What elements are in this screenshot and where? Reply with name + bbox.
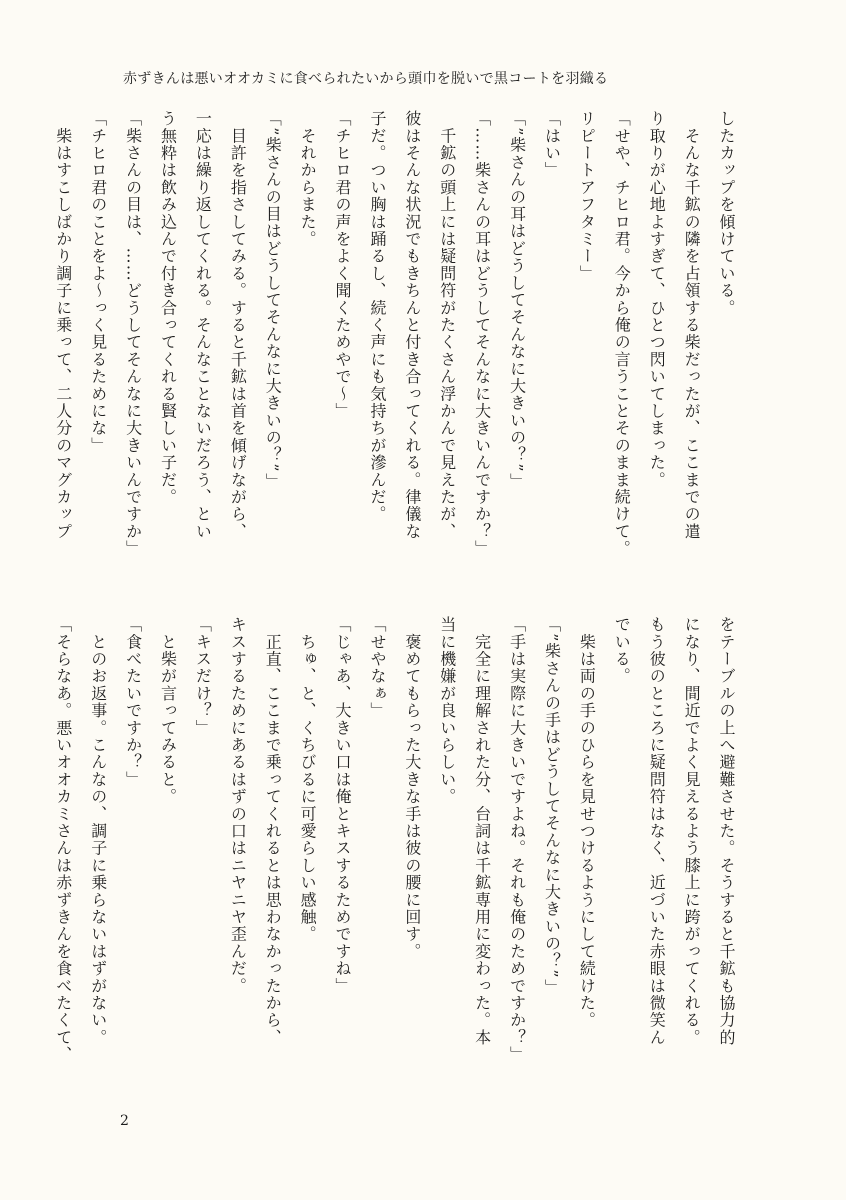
text-line: と柴が言ってみると。 bbox=[158, 616, 178, 806]
text-line: 「そらなあ。悪いオオカミさんは赤ずきんを食べたくて、 bbox=[53, 616, 73, 1064]
text-line: 「はい」 bbox=[542, 110, 562, 179]
running-header: 赤ずきんは悪いオオカミに食べられたいから頭巾を脱いで黒コートを羽織る bbox=[123, 71, 609, 87]
text-line: り取りが心地よすぎて、ひとつ閃いてしまった。 bbox=[647, 110, 667, 489]
text-line: 「チヒロ君のことをよ〜っく見るためにな」 bbox=[88, 110, 108, 454]
text-line: 「手は実際に大きいですよね。それも俺のためですか？」 bbox=[507, 616, 527, 1064]
text-line: とのお返事。こんなの、調子に乗らないはずがない。 bbox=[88, 616, 108, 1046]
text-line: そんな千鉱の隣を占領する柴だったが、ここまでの遣 bbox=[682, 110, 702, 540]
text-line: 「じゃあ、大きい口は俺とキスするためですね」 bbox=[333, 616, 353, 995]
text-line: もう彼のところに疑問符はなく、近づいた赤眼は微笑ん bbox=[647, 616, 667, 1046]
text-line: 「せや、チヒロ君。今から俺の言うことそのまま続けて。 bbox=[612, 110, 632, 558]
text-line: う無粋は飲み込んで付き合ってくれる賢しい子だ。 bbox=[158, 110, 178, 506]
text-line: 褒めてもらった大きな手は彼の腰に回す。 bbox=[402, 616, 422, 960]
text-line: 千鉱の頭上には疑問符がたくさん浮かんで見えたが、 bbox=[437, 110, 457, 540]
text-line: になり、間近でよく見えるよう膝上に跨がってくれる。 bbox=[682, 616, 702, 1046]
text-line: 「”柴さんの目はどうしてそんなに大きいの？”」 bbox=[263, 110, 283, 490]
text-line: 「キスだけ？」 bbox=[193, 616, 213, 737]
text-line: 当に機嫌が良いらしい。 bbox=[437, 616, 457, 806]
text-line: 柴は両の手のひらを見せつけるようにして続けた。 bbox=[577, 616, 597, 1029]
text-line: 「食べたいですか？」 bbox=[123, 616, 143, 788]
text-line: 彼はそんな状況でもきちんと付き合ってくれる。律儀な bbox=[402, 110, 422, 540]
page-number: 2 bbox=[120, 1113, 129, 1129]
text-line: 「”柴さんの耳はどうしてそんなに大きいの？”」 bbox=[507, 110, 527, 490]
text-line: 「”柴さんの手はどうしてそんなに大きいの？”」 bbox=[542, 616, 562, 996]
text-line: ちゅ、と、くちびるに可愛らしい感触。 bbox=[298, 616, 318, 943]
text-block-bottom bbox=[45, 616, 743, 1086]
text-line: それからまた。 bbox=[298, 110, 318, 248]
text-line: したカップを傾けている。 bbox=[717, 110, 736, 317]
text-line: キスするためにあるはずの口はニヤニヤ歪んだ。 bbox=[228, 616, 248, 995]
text-line: 「せやなぁ」 bbox=[367, 616, 387, 720]
text-line: 完全に理解された分、台詞は千鉱専用に変わった。本 bbox=[472, 616, 492, 1046]
text-line: 「柴さんの目は、……どうしてそんなに大きいんですか」 bbox=[123, 110, 143, 558]
text-line: 目許を指さしてみる。すると千鉱は首を傾げながら、 bbox=[228, 110, 248, 540]
text-line: リピートアフタミー」 bbox=[577, 110, 597, 282]
text-line: をテーブルの上へ避難させた。そうすると千鉱も協力的 bbox=[717, 616, 736, 1046]
text-line: 「……柴さんの耳はどうしてそんなに大きいんですか？」 bbox=[472, 110, 492, 558]
text-line: 柴はすこしばかり調子に乗って、二人分のマグカップ bbox=[53, 110, 73, 540]
text-line: でいる。 bbox=[612, 616, 632, 685]
text-line: 「チヒロ君の声をよく聞くためやで〜」 bbox=[333, 110, 353, 420]
text-block-top bbox=[45, 110, 743, 580]
text-line: 子だ。つい胸は踊るし、続く声にも気持ちが滲んだ。 bbox=[367, 110, 387, 523]
text-line: 正直、ここまで乗ってくれるとは思わなかったから、 bbox=[263, 616, 283, 1046]
text-line: 一応は繰り返してくれる。そんなことないだろう、とい bbox=[193, 110, 213, 540]
